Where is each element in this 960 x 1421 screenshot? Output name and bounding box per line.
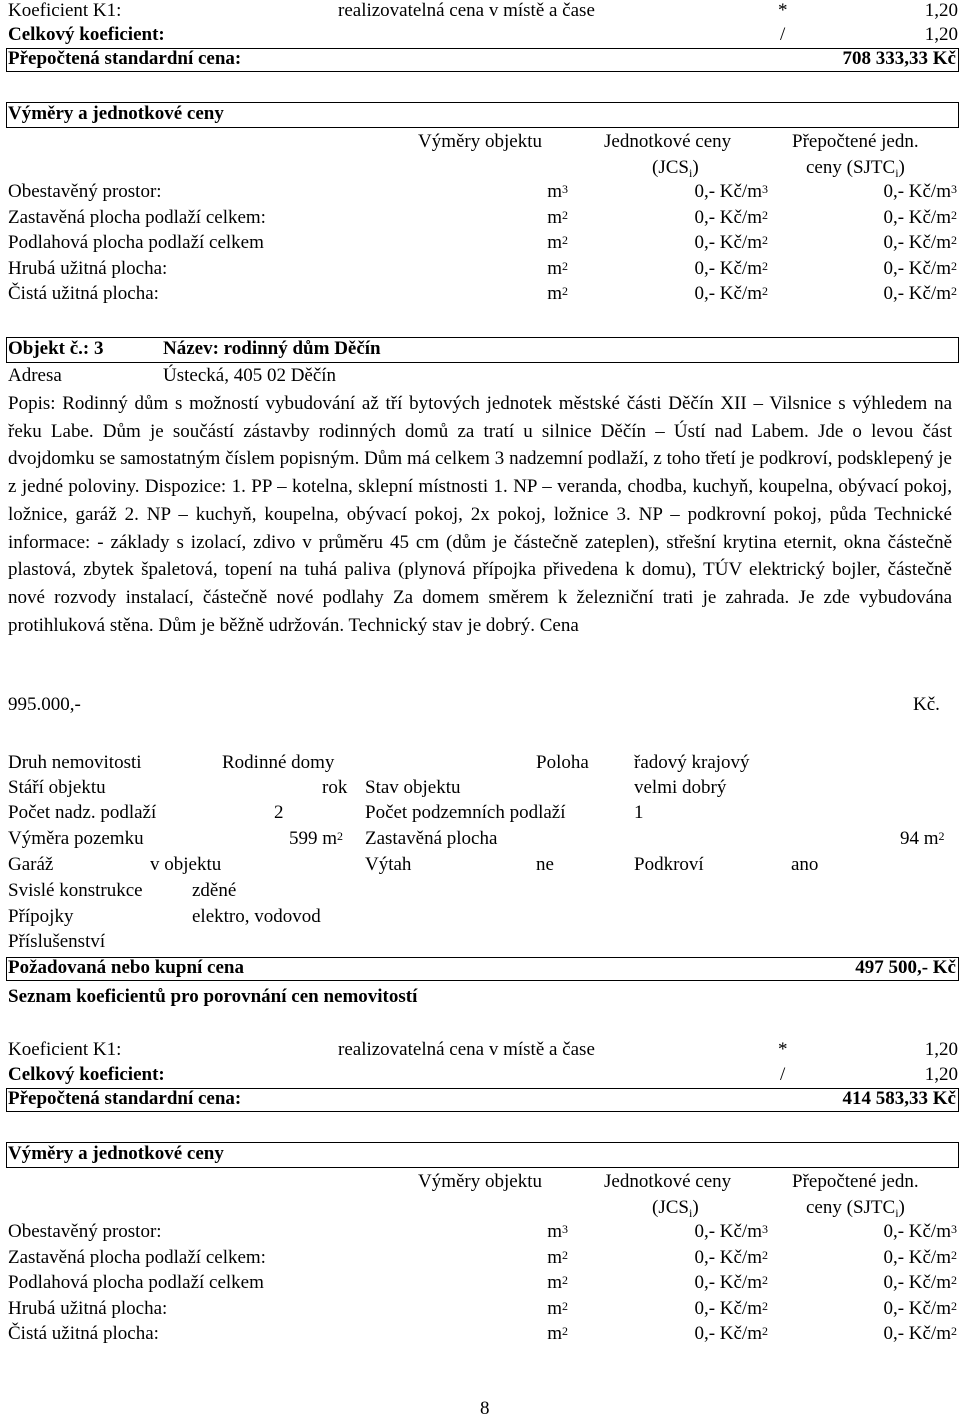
garaz-label: Garáž [8,854,54,875]
vymery-heading: Výměry a jednotkové ceny [8,103,224,124]
podz-value: 1 [634,802,644,823]
row-sjtc: 0,- $Kč/m^2$ [883,1272,957,1293]
row-sjtc: 0,- $Kč/m^2$ [883,283,957,304]
std-price-value: 708 333,33 Kč [842,48,956,69]
row-unit: $m^2$ [547,1298,568,1319]
row-unit: $m^2$ [547,258,568,279]
vymery-heading: Výměry a jednotkové ceny [8,1143,224,1164]
row-jc: 0,- $Kč/m^3$ [694,1221,768,1242]
podz-label: Počet podzemních podlaží [365,802,566,823]
garaz-value: v objektu [150,854,222,875]
pripojky-label: Přípojky [8,906,74,927]
row-label: Čistá užitná plocha: [8,1323,159,1344]
row-jc: 0,- $Kč/m^2$ [694,258,768,279]
k1-value: 1,20 [924,0,958,21]
page-number: 8 [480,1398,490,1419]
col-vymery: Výměry objektu [418,1171,543,1192]
row-jc: 0,- $Kč/m^2$ [694,1323,768,1344]
druh-label: Druh nemovitosti [8,752,142,773]
row-jc: 0,- $Kč/m^2$ [694,1247,768,1268]
std-price-value: 414 583,33 Kč [842,1088,956,1109]
zast-value: 94 $m^2$ [900,828,945,849]
col-jc-sub: $(JCS_i)$ [652,157,699,180]
cena-value: 497 500,- Kč [855,957,956,978]
col-sjtc: Přepočtené jedn. [792,1171,919,1192]
svisle-label: Svislé konstrukce [8,880,143,901]
row-label: Zastavěná plocha podlaží celkem: [8,1247,266,1268]
zast-label: Zastavěná plocha [365,828,498,849]
row-jc: 0,- $Kč/m^2$ [694,1298,768,1319]
podkrovi-label: Podkroví [634,854,704,875]
k1-label: Koeficient K1: [8,1039,122,1060]
poloha-label: Poloha [536,752,589,773]
k1-label: Koeficient K1: [8,0,122,21]
row-sjtc: 0,- $Kč/m^3$ [883,1221,957,1242]
objekt-name: Název: rodinný dům Děčín [163,338,381,359]
total-coef-value: 1,20 [924,1064,958,1085]
col-sjtc-sub: ceny $(SJTC_i)$ [806,1197,905,1220]
row-label: Podlahová plocha podlaží celkem [8,1272,264,1293]
total-coef-label: Celkový koeficient: [8,1064,165,1085]
objekt-number: Objekt č.: 3 [8,338,104,359]
total-coef-op: / [780,24,786,45]
row-label: Čistá užitná plocha: [8,283,159,304]
row-jc: 0,- $Kč/m^2$ [694,207,768,228]
row-sjtc: 0,- $Kč/m^2$ [883,1247,957,1268]
total-coef-value: 1,20 [924,24,958,45]
std-price-label: Přepočtená standardní cena: [8,48,242,69]
total-coef-op: / [780,1064,786,1085]
address-label: Adresa [8,365,62,386]
col-jc: Jednotkové ceny [604,131,732,152]
row-sjtc: 0,- $Kč/m^2$ [883,1323,957,1344]
std-price-label: Přepočtená standardní cena: [8,1088,242,1109]
row-label: Podlahová plocha podlaží celkem [8,232,264,253]
stav-label: Stav objektu [365,777,461,798]
poloha-value: řadový krajový [634,752,750,773]
vytah-value: ne [536,854,554,875]
row-sjtc: 0,- $Kč/m^2$ [883,1298,957,1319]
row-jc: 0,- $Kč/m^2$ [694,232,768,253]
price-value-a: 995.000,- [8,694,81,715]
row-label: Hrubá užitná plocha: [8,1298,168,1319]
row-unit: $m^2$ [547,1247,568,1268]
row-sjtc: 0,- $Kč/m^3$ [883,181,957,202]
k1-desc: realizovatelná cena v místě a čase [338,0,595,21]
row-jc: 0,- $Kč/m^3$ [694,181,768,202]
podkrovi-value: ano [791,854,819,875]
address-value: Ústecká, 405 02 Děčín [163,365,337,386]
pripojky-value: elektro, vodovod [192,906,321,927]
row-unit: $m^3$ [547,181,568,202]
total-coef-label: Celkový koeficient: [8,24,165,45]
k1-desc: realizovatelná cena v místě a čase [338,1039,595,1060]
col-vymery: Výměry objektu [418,131,543,152]
row-jc: 0,- $Kč/m^2$ [694,283,768,304]
objekt-description: Popis: Rodinný dům s možností vybudování až tří bytových jednotek městské části Děčín XII – Vilsnice s výhledem na řeku Labe. Dům je součástí zástavby rodinných domů za tratí u silnice Děčín – Ústí nad Labem. Jde o levou část dvojdomku se samostatným číslem popisným. Dům má celkem 3 nadzemní podlaží, z toho třetí je podkroví, podsklepený je z jedné poloviny. Dispozice: 1. PP – kotelna, sklepní místnosti 1. NP – veranda, chodba, kuchyň, koupelna, obývací pokoj, ložnice, garáž 2. NP – kuchyň, koupelna, obývací pokoj, 2x pokoj, ložnice 3. NP – podkrovní pokoj, půda Technické informace: - základy s izolací, zdivo v průměru 45 cm (dům je částečně zateplen), střešní krytina eternit, okna částečně plastová, zbytek špaletová, topení na tuhá paliva (plynová přípojka přivedena k domu), TÚV elektrický bojler, částečně nové rozvody instalací, částečně nové podlahy Za domem směrem k železniční trati je zahrada. Je zde vybudována protihluková stěna. Dům je běžně udržován. Technický stav je dobrý. Cena [8,393,952,636]
seznam-heading: Seznam koeficientů pro porovnání cen nemovitostí [8,986,418,1007]
row-sjtc: 0,- $Kč/m^2$ [883,207,957,228]
row-label: Zastavěná plocha podlaží celkem: [8,207,266,228]
col-sjtc: Přepočtené jedn. [792,131,919,152]
svisle-value: zděné [192,880,237,901]
objekt-box [6,337,959,363]
row-sjtc: 0,- $Kč/m^2$ [883,258,957,279]
col-jc: Jednotkové ceny [604,1171,732,1192]
druh-value: Rodinné domy [222,752,335,773]
stari-unit: rok [322,777,348,798]
cena-label: Požadovaná nebo kupní cena [8,957,244,978]
row-unit: $m^2$ [547,1323,568,1344]
k1-value: 1,20 [924,1039,958,1060]
col-sjtc-sub: ceny $(SJTC_i)$ [806,157,905,180]
row-label: Obestavěný prostor: [8,1221,162,1242]
row-unit: $m^2$ [547,207,568,228]
stari-label: Stáří objektu [8,777,106,798]
row-label: Hrubá užitná plocha: [8,258,168,279]
row-unit: $m^3$ [547,1221,568,1242]
row-unit: $m^2$ [547,232,568,253]
price-value-b: Kč. [913,694,940,715]
k1-op: * [778,0,788,21]
nadz-label: Počet nadz. podlaží [8,802,157,823]
vytah-label: Výtah [365,854,412,875]
prislusenstvi-label: Příslušenství [8,931,106,952]
row-sjtc: 0,- $Kč/m^2$ [883,232,957,253]
nadz-value: 2 [274,802,284,823]
row-unit: $m^2$ [547,1272,568,1293]
pozemek-value: 599 $m^2$ [289,828,344,849]
row-label: Obestavěný prostor: [8,181,162,202]
stav-value: velmi dobrý [634,777,727,798]
pozemek-label: Výměra pozemku [8,828,144,849]
row-jc: 0,- $Kč/m^2$ [694,1272,768,1293]
row-unit: $m^2$ [547,283,568,304]
col-jc-sub: $(JCS_i)$ [652,1197,699,1220]
k1-op: * [778,1039,788,1060]
